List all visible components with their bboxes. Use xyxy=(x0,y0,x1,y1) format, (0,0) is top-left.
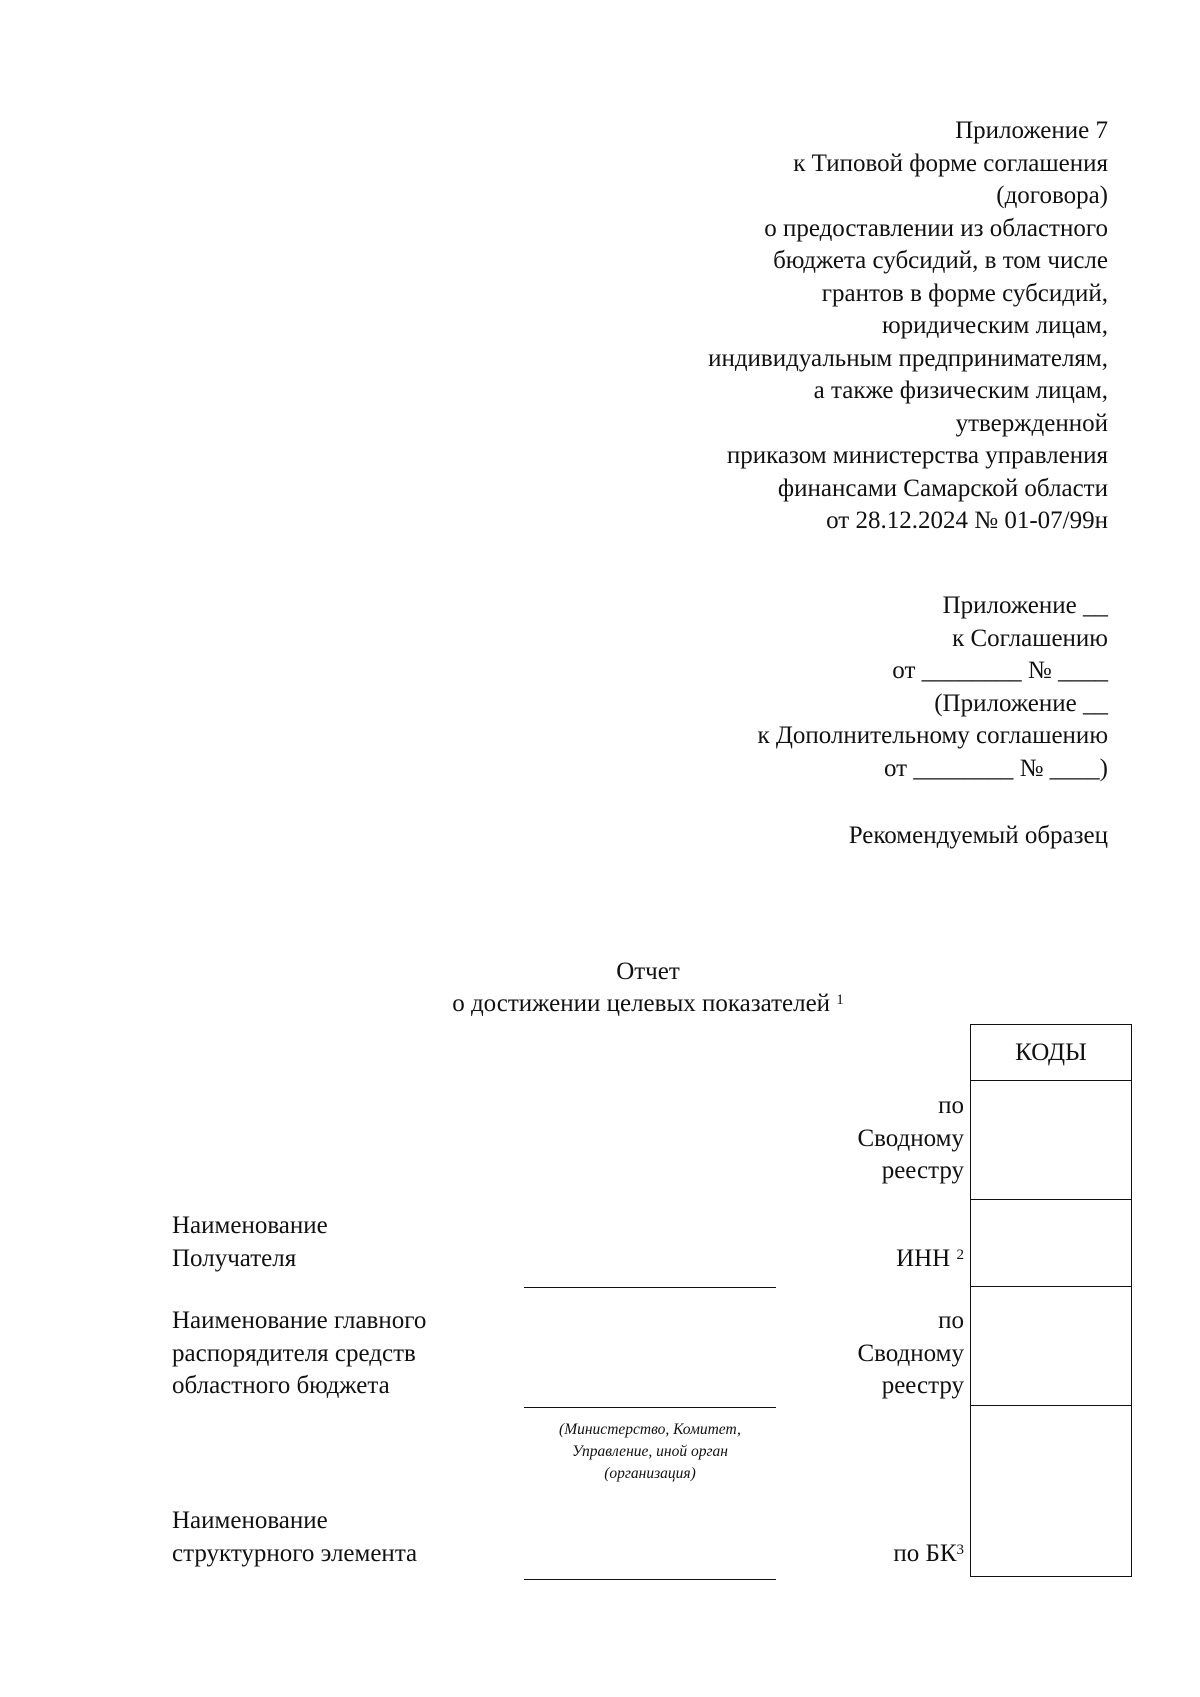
code-cell-bk[interactable] xyxy=(971,1406,1132,1577)
footnote-ref: 3 xyxy=(956,1542,964,1558)
inn-label: ИНН $^2$ xyxy=(896,1245,964,1272)
header-line: к Типовой форме соглашения xyxy=(793,149,1108,177)
header-line: Приложение 7 xyxy=(955,117,1108,144)
agreement-line: (Приложение __ xyxy=(934,689,1108,717)
registry-label-2: по Сводному реестру xyxy=(857,1307,964,1399)
header-line: (договора) xyxy=(996,182,1108,209)
header-line: о предоставлении из областного xyxy=(764,214,1108,242)
agreement-line: от ________ № ____) xyxy=(883,754,1108,782)
header-line: утвержденной xyxy=(955,409,1108,437)
header-line: финансами Самарской области xyxy=(777,474,1108,502)
chief-manager-hint: (Министерство, Комитет, Управление, иной орган (организация) xyxy=(559,1421,741,1482)
appendix-header xyxy=(708,115,1108,538)
header-line: бюджета субсидий, в том числе xyxy=(773,247,1108,274)
header-line: юридическим лицам, xyxy=(881,312,1108,339)
code-cell-registry[interactable] xyxy=(971,1081,1132,1200)
agreement-line: Приложение __ xyxy=(942,592,1108,619)
agreement-line: к Дополнительному соглашению xyxy=(757,722,1108,749)
header-line: грантов в форме субсидий, xyxy=(821,279,1108,307)
header-line: а также физическим лицам, xyxy=(813,377,1108,404)
recipient-field[interactable] xyxy=(524,1287,776,1288)
header-line: индивидуальным предпринимателям, xyxy=(708,344,1108,372)
structural-element-label: Наименование структурного элемента xyxy=(172,1507,418,1567)
report-title: Отчет xyxy=(616,958,680,985)
recipient-label: Наименование Получателя xyxy=(172,1212,328,1272)
header-line: приказом министерства управления xyxy=(726,442,1108,469)
footnote-ref: 1 xyxy=(836,992,844,1008)
structural-element-field[interactable] xyxy=(524,1579,776,1580)
codes-header: КОДЫ xyxy=(971,1025,1132,1081)
agreement-line: от ________ № ____ xyxy=(892,657,1108,684)
registry-label: по Сводному реестру xyxy=(857,1092,964,1184)
agreement-reference xyxy=(757,590,1108,785)
code-cell-registry-2[interactable] xyxy=(971,1287,1132,1406)
header-line: от 28.12.2024 № 01-07/99н xyxy=(826,507,1108,534)
chief-manager-field[interactable] xyxy=(524,1407,776,1408)
code-cell-inn[interactable] xyxy=(971,1200,1132,1287)
sample-note: Рекомендуемый образец xyxy=(848,822,1108,849)
codes-table xyxy=(970,1024,1132,1577)
report-subtitle: о достижении целевых показателей $^1$ xyxy=(452,990,844,1017)
bk-label: по $БК^3$ xyxy=(893,1540,964,1567)
agreement-line: к Соглашению xyxy=(952,624,1108,652)
chief-manager-label: Наименование главного распорядителя средств областного бюджета xyxy=(172,1307,427,1399)
footnote-ref: 2 xyxy=(956,1247,964,1263)
